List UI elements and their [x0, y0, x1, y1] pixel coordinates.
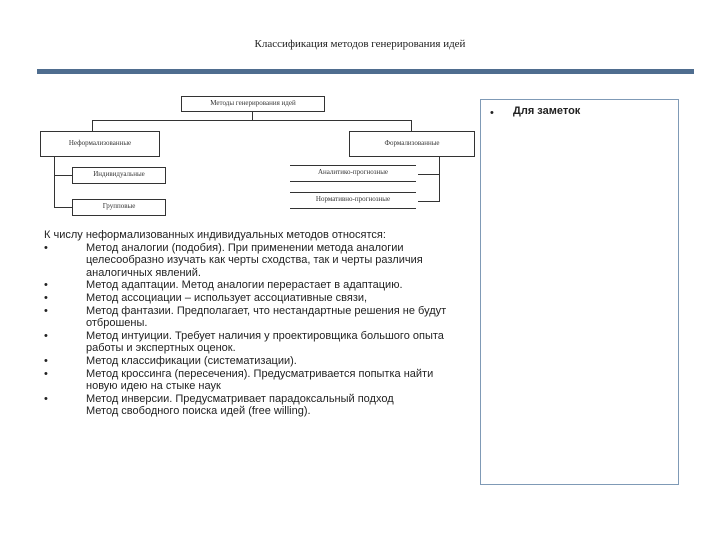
- methods-content: [44, 229, 464, 418]
- methods-list: [44, 242, 464, 418]
- notes-bullet: •: [490, 107, 494, 119]
- method-text: Метод классификации (систематизации).: [86, 354, 297, 367]
- list-item: [44, 242, 464, 280]
- method-text: Метод свободного поиска идей (free willing).: [86, 405, 311, 418]
- bullet: •: [44, 241, 48, 254]
- bullet: •: [44, 279, 48, 292]
- bullet: •: [44, 304, 48, 317]
- list-item: [44, 368, 464, 393]
- method-text: Метод фантазии. Предполагает, что нестандартные решения не будут отброшены.: [86, 304, 447, 330]
- method-text: Метод ассоциации – использует ассоциативные связи,: [86, 291, 368, 304]
- formal-methods-box: Формализованные: [349, 131, 475, 157]
- classification-diagram: [0, 0, 480, 220]
- normative-forecast-box: Нормативно-прогнозные: [290, 192, 416, 209]
- method-text: Метод аналогии (подобия). При применении метода аналогии целесообразно изучать как черты сходства, так и черты различия аналогичных явлений.: [86, 241, 423, 279]
- method-text: Метод инверсии. Предусматривает парадоксальный подход: [86, 392, 394, 405]
- list-item: [44, 405, 464, 418]
- list-item: [44, 393, 464, 406]
- connector-right-down: [411, 120, 412, 131]
- root-method-box: Методы генерирования идей: [181, 96, 325, 112]
- bullet: •: [44, 392, 48, 405]
- group-methods-box: Групповые: [72, 199, 166, 216]
- methods-intro: К числу неформализованных индивидуальных методов относятся:: [44, 229, 386, 241]
- connector-left-child-2: [54, 207, 72, 208]
- list-item: [44, 305, 464, 330]
- notes-panel[interactable]: [480, 99, 679, 485]
- method-text: Метод интуиции. Требует наличия у проектировщика большого опыта работы и экспертных оценок.: [86, 329, 444, 355]
- method-text: Метод кроссинга (пересечения). Предусматривается попытка найти новую идею на стыке наук: [86, 367, 434, 393]
- informal-methods-box: Неформализованные: [40, 131, 160, 157]
- connector-left-down: [92, 120, 93, 131]
- list-item: [44, 330, 464, 355]
- connector-right-vertical: [439, 156, 440, 202]
- bullet: •: [44, 367, 48, 380]
- connector-left-vertical: [54, 156, 55, 208]
- list-item: [44, 292, 464, 305]
- method-text: Метод адаптации. Метод аналогии перерастает в адаптацию.: [86, 279, 403, 292]
- analytic-forecast-box: Аналитико-прогнозные: [290, 165, 416, 182]
- slide-title: Классификация методов генерирования идей: [254, 38, 466, 50]
- connector-right-child-1: [418, 174, 440, 175]
- connector-horizontal: [92, 120, 412, 121]
- connector-root-down: [252, 111, 253, 120]
- notes-label: Для заметок: [513, 105, 581, 117]
- list-item: [44, 355, 464, 368]
- connector-left-child-1: [54, 175, 72, 176]
- bullet: •: [44, 329, 48, 342]
- list-item: [44, 279, 464, 292]
- bullet: •: [44, 291, 48, 304]
- connector-right-child-2: [418, 201, 440, 202]
- individual-methods-box: Индивидуальные: [72, 167, 166, 184]
- bullet: •: [44, 354, 48, 367]
